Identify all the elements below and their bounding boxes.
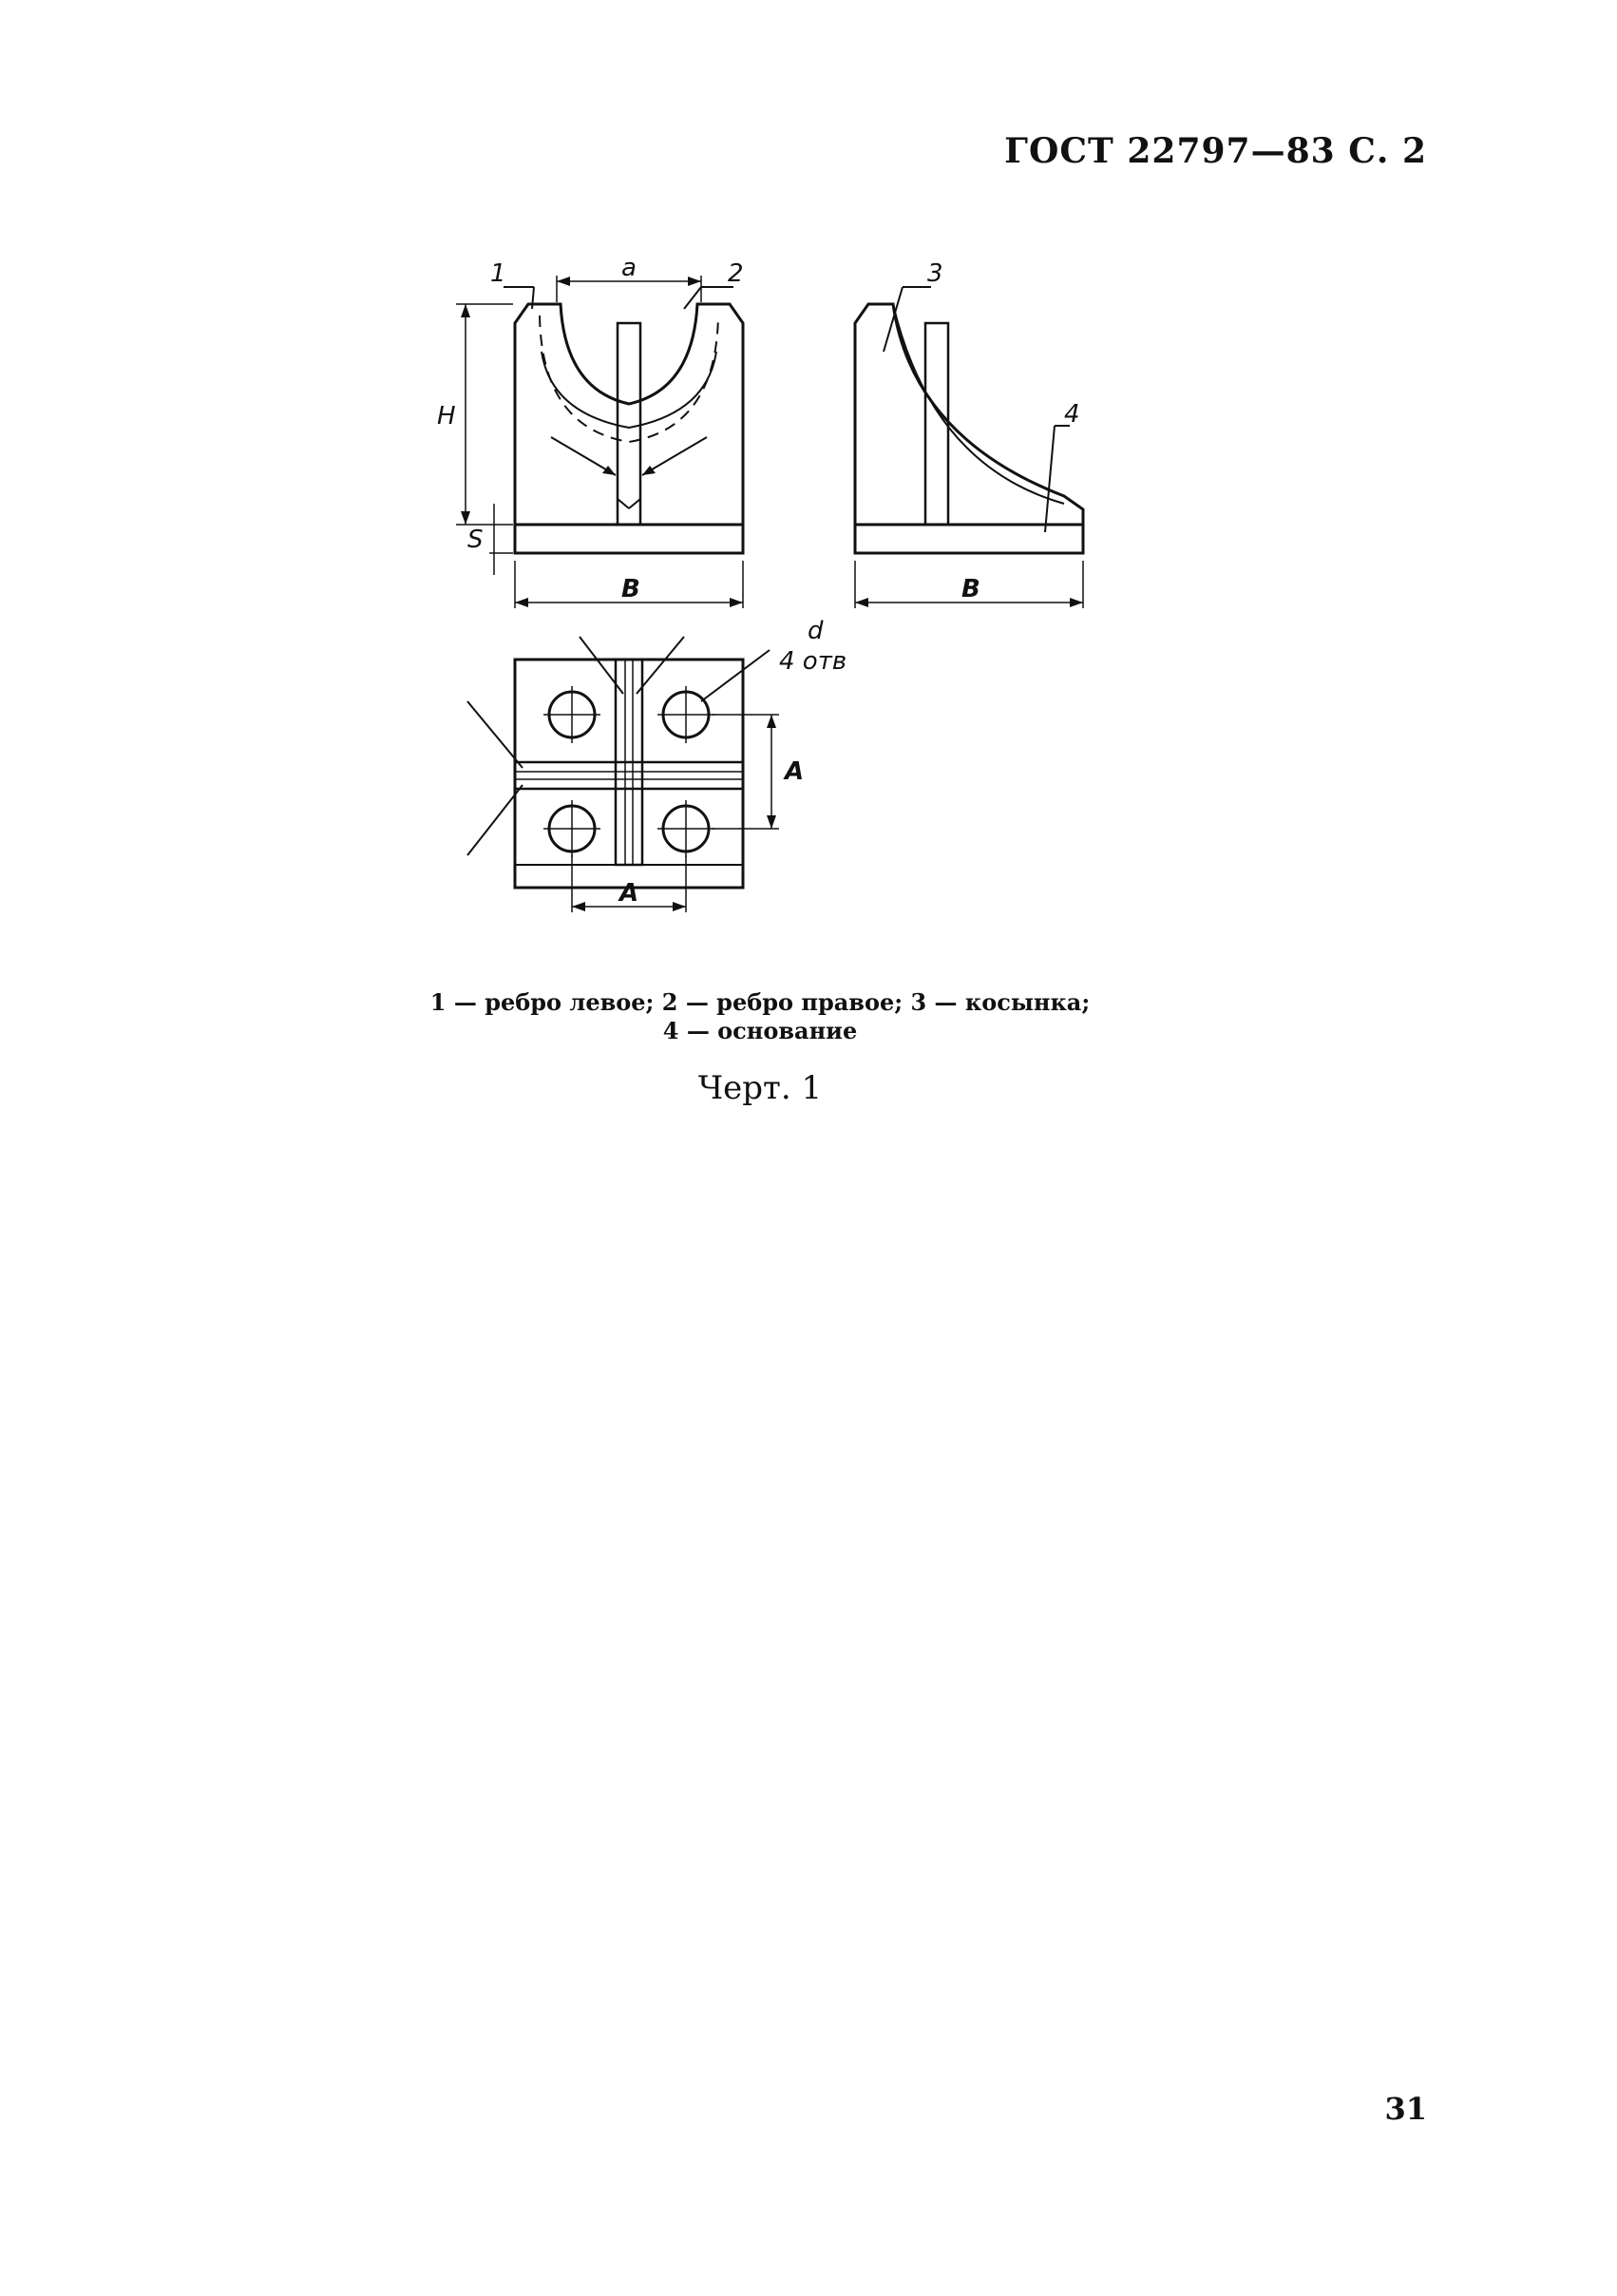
side-view [855, 287, 1083, 608]
dim-a-vertical-label: A [785, 757, 805, 786]
label-part-2: 2 [728, 259, 744, 288]
legend-line-2: 4 — основание [662, 1017, 858, 1044]
front-rib-curve [542, 352, 716, 428]
label-part-1: 1 [490, 259, 506, 288]
label-part-4: 4 [1064, 400, 1080, 429]
label-part-3: 3 [927, 259, 943, 288]
front-view [456, 276, 743, 608]
top-view [467, 637, 779, 912]
dim-s-label: S [467, 526, 484, 554]
front-base [515, 525, 743, 553]
side-stiffener [925, 323, 948, 525]
front-stiffener [618, 323, 640, 525]
dim-b-front-label: B [621, 575, 640, 603]
side-gusset-inner [893, 304, 1064, 504]
page-header: ГОСТ 22797—83 С. 2 [1004, 131, 1427, 171]
drawing-svg [399, 247, 1140, 969]
hole-bottom-right [657, 800, 714, 857]
top-crossrib [515, 762, 743, 789]
legend-line-1: 1 — ребро левое; 2 — ребро правое; 3 — косынка; [429, 988, 1091, 1016]
dim-h-label: H [437, 402, 456, 430]
figure-caption: Черт. 1 [697, 1069, 823, 1107]
dim-d-label: d [808, 617, 824, 645]
front-body [515, 304, 743, 525]
dim-a-horizontal-label: A [619, 879, 639, 908]
technical-drawing [399, 247, 1140, 969]
hole-top-right [657, 686, 714, 743]
front-dashed-curve [540, 316, 718, 442]
hole-bottom-left [543, 800, 600, 857]
side-base [855, 525, 1083, 553]
page-number: 31 [1384, 2091, 1427, 2127]
dim-a-label: a [621, 254, 637, 282]
figure-legend [409, 988, 1112, 1045]
dim-b-side-label: B [961, 575, 980, 603]
top-outline [515, 660, 743, 888]
holes-label: 4 отв [779, 647, 847, 676]
hole-top-left [543, 686, 600, 743]
